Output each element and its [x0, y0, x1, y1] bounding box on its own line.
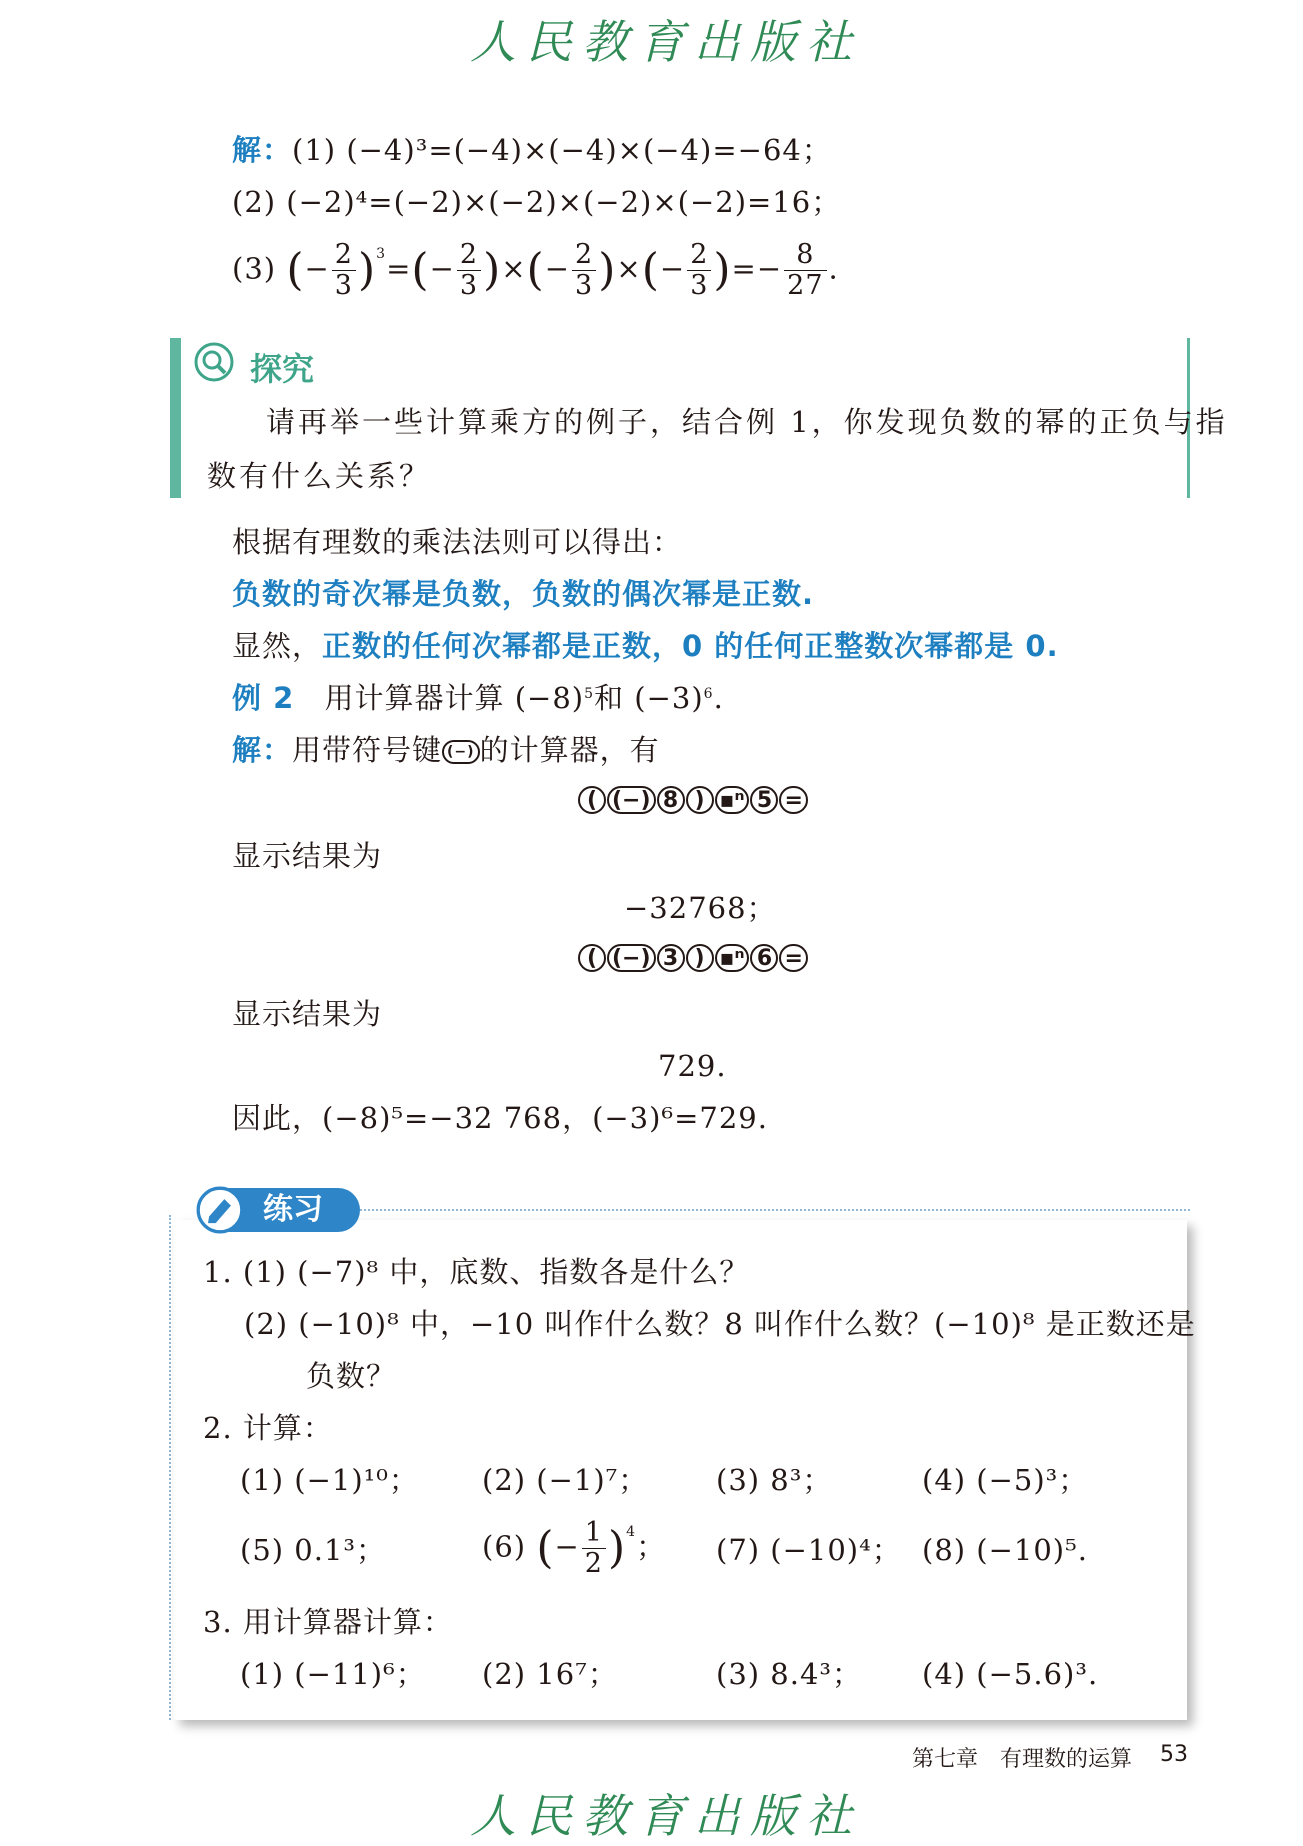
practice-title: 练习 — [263, 1192, 323, 1227]
q2-item: (3) 8³； — [716, 1463, 833, 1497]
practice-dotted-border-left — [169, 1215, 171, 1720]
solution-label: 解： — [232, 133, 293, 167]
display-value-2: 729. — [658, 1049, 727, 1083]
explore-title: 探究 — [250, 350, 315, 388]
q2-item: (4) (−5)³； — [922, 1463, 1089, 1497]
conclusion: 因此，(−8)⁵=−32 768，(−3)⁶=729. — [232, 1101, 768, 1135]
page-number: 53 — [1160, 1742, 1188, 1767]
q3-item: (1) (−11)⁶； — [240, 1657, 426, 1691]
sol-text-b: 的计算器，有 — [479, 733, 660, 767]
fraction: $\frac{2}{3}$ — [332, 240, 356, 301]
calculator-key: ) — [686, 786, 714, 814]
solution-text-1: (1) (−4)³=(−4)×(−4)×(−4)=−64； — [292, 133, 832, 167]
negative-key-icon: (−) — [442, 740, 480, 764]
obvious-prefix: 显然， — [232, 629, 323, 663]
q2-item: (5) 0.1³； — [240, 1533, 387, 1567]
calculator-key: ( — [578, 786, 606, 814]
calculator-key: 6 — [750, 944, 778, 972]
explore-text-1: 请再举一些计算乘方的例子，结合例 1，你发现负数的幂的正负与指 — [266, 405, 1228, 439]
sol-text-a: 用带符号键 — [292, 733, 443, 767]
q3-item: (2) 16⁷； — [482, 1657, 618, 1691]
display-label-2: 显示结果为 — [232, 997, 383, 1031]
calculator-key: ▪ⁿ — [715, 944, 750, 972]
q3-item: (3) 8.4³； — [716, 1657, 863, 1691]
example-label: 例 2 — [232, 681, 295, 715]
fraction: $\frac{2}{3}$ — [457, 240, 481, 301]
explore-accent-bar — [170, 338, 181, 498]
q2-item: (7) (−10)⁴； — [716, 1533, 902, 1567]
solution-line-3: (3) (− $\frac{2}{3}$ )$^3$=(− $\frac{2}{3}$ )×(− $\frac{2}{3}$ )×(− $\frac{2}{3}$ )=− $\frac{8}{27}$ . — [232, 239, 839, 301]
publisher-header: 人民教育出版社 — [470, 15, 862, 69]
practice-q1c: 负数？ — [306, 1359, 397, 1393]
key-sequence-2 — [578, 944, 808, 972]
calculator-key: = — [779, 944, 807, 972]
publisher-footer: 人民教育出版社 — [470, 1789, 862, 1843]
calculator-key: = — [779, 786, 807, 814]
q2-item: (8) (−10)⁵. — [922, 1533, 1088, 1567]
calculator-key: ( — [578, 944, 606, 972]
solution-line-2: (2) (−2)⁴=(−2)×(−2)×(−2)×(−2)=16； — [232, 185, 842, 219]
practice-dotted-border-top — [360, 1209, 1190, 1211]
rule-intro: 根据有理数的乘法法则可以得出： — [232, 525, 683, 559]
example-2: 例 2 用计算器计算 $(-8)^5$和 $(-3)^6$. — [232, 681, 724, 715]
solution-line-3-prefix: (3) — [232, 251, 277, 286]
result-fraction: $\frac{8}{27}$ — [784, 240, 826, 301]
practice-q1a: 1. (1) (−7)⁸ 中，底数、指数各是什么？ — [203, 1255, 750, 1289]
q2-item: (1) (−1)¹⁰； — [240, 1463, 419, 1497]
calculator-key: 3 — [657, 944, 685, 972]
practice-q1b: (2) (−10)⁸ 中，−10 叫作什么数？8 叫作什么数？(−10)⁸ 是正数还是 — [244, 1307, 1196, 1341]
display-value-1: −32768； — [624, 891, 777, 925]
obvious-line — [232, 628, 1059, 664]
explore-box — [170, 338, 1228, 498]
fraction: $\frac{2}{3}$ — [572, 240, 596, 301]
obvious-highlight: 正数的任何次幂都是正数，0 的任何正整数次幂都是 0. — [322, 629, 1059, 663]
fraction: $\frac{2}{3}$ — [687, 240, 711, 301]
q2-item: (2) (−1)⁷； — [482, 1463, 649, 1497]
calculator-key: ) — [686, 944, 714, 972]
calculator-key: (−) — [607, 786, 656, 814]
calculator-key: (−) — [607, 944, 656, 972]
calculator-key: 5 — [750, 786, 778, 814]
calculator-key: ▪ⁿ — [715, 786, 750, 814]
solution-line-1 — [232, 132, 832, 168]
key-sequence-1 — [578, 786, 808, 814]
display-label-1: 显示结果为 — [232, 839, 383, 873]
explore-text-2: 数有什么关系？ — [207, 459, 432, 493]
fraction: $\frac{1}{2}$ — [582, 1518, 606, 1579]
solution-label-2: 解： — [232, 733, 293, 767]
q3-item: (4) (−5.6)³. — [922, 1657, 1099, 1691]
practice-q3-title: 3. 用计算器计算： — [203, 1605, 453, 1639]
chapter-title: 第七章 有理数的运算 — [912, 1747, 1133, 1772]
calculator-key: 8 — [657, 786, 685, 814]
pencil-icon — [196, 1186, 244, 1234]
rule-highlight: 负数的奇次幂是负数，负数的偶次幂是正数. — [232, 577, 815, 611]
magnifier-icon — [194, 342, 234, 382]
example-solution — [232, 732, 660, 768]
example-text-b: 和 (−3) — [594, 681, 704, 715]
q2-item-6: (6) (− $\frac{1}{2}$ )$^4$； — [482, 1517, 667, 1579]
practice-q2-title: 2. 计算： — [203, 1411, 333, 1445]
example-text-a: 用计算器计算 (−8) — [324, 681, 585, 715]
